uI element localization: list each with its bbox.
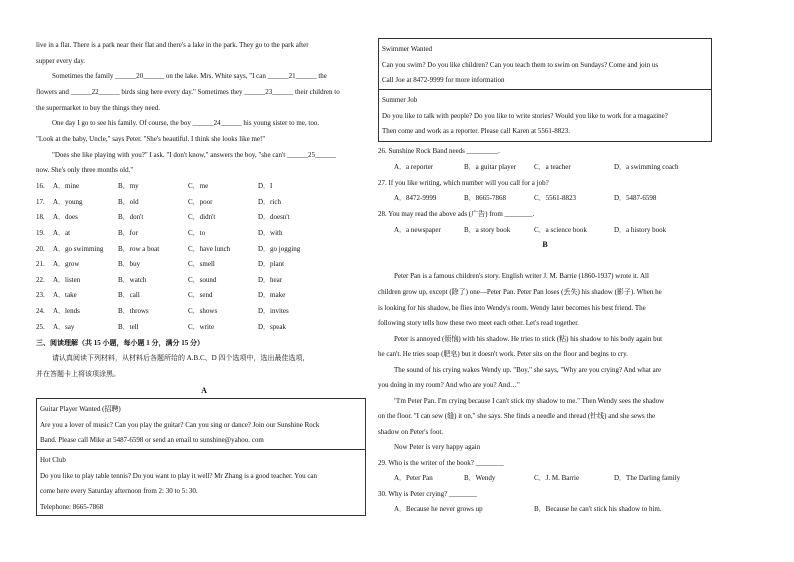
ad-text: Then come and work as a reporter. Please call Karen at 5561-8823.: [382, 127, 570, 135]
passage-b-line: Peter is annoyed (烦恼) with his shadow. He tries to stick (粘) his shadow to his body again but: [394, 335, 663, 343]
ad-text: come here every Saturday afternoon from 2: 30 to 5: 30.: [40, 487, 198, 495]
ad-summer-job: [378, 90, 712, 142]
question-29: 29. Who is the writer of the book? ________: [378, 459, 504, 467]
part-label-b: B: [542, 240, 548, 249]
ad-text: Telephone: 8665-7868: [40, 503, 104, 511]
ad-guitar-player: [36, 398, 366, 450]
question-28: 28. You may read the above ads (广告) from ________.: [378, 210, 535, 218]
question-27: 27. If you like writing, which number will you call for a job?: [378, 179, 549, 187]
passage-line: supper every day.: [36, 57, 86, 65]
passage-b-line: Peter Pan is a famous children's story. English writer J. M. Barrie (1860-1937) wrote it. All: [394, 272, 649, 280]
ad-title: Hot Club: [40, 456, 66, 464]
passage-b-line: "I'm Peter Pan. I'm crying because I can't stick my shadow to me." Then Wendy sees the shadow: [394, 397, 665, 405]
passage-line: the supermarket to buy the things they need.: [36, 104, 161, 112]
passage-b-line: on the floor. "I can sew (缝) it on," she says. She finds a needle and thread (针线) and she sews the: [378, 412, 656, 420]
ad-text: Band. Please call Mike at 5487-6598 or send an email to sunshine@yahoo. com: [40, 436, 264, 444]
right-column: Swimmer Wanted Can you swim? Do you like children? Can you teach them to swim on Sundays? Come and join us Call Joe at 8472-9999 for more information Summer Job Do you like to talk with people? Do you like to write stories? Would you like to work for a magazine? Then come and work as a reporter. Please call Karen at 5561-8823. 26. Sunshine Rock Band needs _________. A．a reporter B．a guitar player C．a teacher D．a swimming coach 27. If you like writing, which number will you call for a job? A．8472-9999 B．8665-7868 C．5561-8823 D．5487-6598 28. You may read the above ads (广告) from ________. A．a newspaper B．a story book C．a science book D．a history book B Peter Pan is a famous children's story. English writer J. M. Barrie (1860-1937) wrote it. All children grow up, except (除了) one—Peter Pan. Peter Pan loses (丢失) his shadow (影子). When he is looking for his shadow, he flies into Wendy's room. Wendy later becomes his best friend. The following story tells how these two meet each other. Let's read together. Peter is annoyed (烦恼) with his shadow. He tries to stick (粘) his shadow to his body again but he can't. He tries soap (肥皂) but it doesn't work. Peter sits on the floor and begins to cry. The sound of his crying wakes Wendy up. "Boy," she says, "Why are you crying? And what are you doing in my room? And who are you? And…" "I'm Peter Pan. I'm crying because I can't stick my shadow to me." Then Wendy sees the shadow on the floor. "I can sew (缝) it on," she says. She finds a needle and thread (针线) and she sews the shadow on Peter's foot. Now Peter is very happy again 29. Who is the writer of the book? ________ A．Peter Pan B．Wendy C．J. M. Barrie D．The Darling family 30. Why is Peter crying? ________ A．Because he never grows up B．Because he can't stick his shadow to him.: [378, 0, 712, 562]
part-label-a: A: [201, 386, 207, 395]
ad-title: Summer Job: [382, 96, 418, 104]
passage-line: Sometimes the family ______20______ on the lake. Mrs. White says, "I can ______21______ the: [52, 72, 327, 80]
passage-b-line: shadow on Peter's foot.: [378, 428, 444, 436]
passage-line: flowers and ______22______ birds sing here every day." Sometimes they ______23______ their children to: [36, 88, 340, 96]
passage-b-line: you doing in my room? And who are you? And…": [378, 381, 520, 389]
passage-line: "Look at the baby, Uncle," says Peter. "She's beautiful. I think she looks like me!": [36, 135, 266, 143]
question-26: 26. Sunshine Rock Band needs _________.: [378, 147, 500, 155]
passage-b-line: Now Peter is very happy again: [394, 443, 481, 451]
section-title: 三、阅读理解（共 15 小题，每小题 1 分，满分 15 分）: [36, 339, 204, 347]
passage-line: "Does she like playing with you?" I ask. "I don't know," answers the boy, "she can't ______25______: [52, 151, 336, 159]
ad-text: Are you a lover of music? Can you play the guitar? Can you sing or dance? Join our Sunshine Rock: [40, 421, 320, 429]
ad-text: Do you like to talk with people? Do you like to write stories? Would you like to work for a magazine?: [382, 112, 668, 120]
passage-line: live in a flat. There is a park near their flat and there's a lake in the park. They go to the park after: [36, 41, 309, 49]
passage-b-line: is looking for his shadow, he flies into Wendy's room. Wendy later becomes his best friend. The: [378, 304, 646, 312]
ad-title: Guitar Player Wanted (招聘): [40, 405, 121, 413]
passage-b-line: The sound of his crying wakes Wendy up. "Boy," she says, "Why are you crying? And what are: [394, 366, 662, 374]
ad-title: Swimmer Wanted: [382, 45, 433, 53]
passage-line: One day I go to see his family. Of course, the boy ______24______ his young sister to me, too.: [52, 119, 320, 127]
passage-line: now. She's only three months old.": [36, 166, 134, 174]
ad-text: Can you swim? Do you like children? Can you teach them to swim on Sundays? Come and join us: [382, 61, 659, 69]
section-instruction: 并在答题卡上将该项涂黑。: [36, 370, 120, 378]
section-instruction: 请认真阅读下列材料，从材料后各题所给的 A.B.C、D 四个选项中，选出最佳选项，: [52, 354, 310, 362]
passage-b-line: he can't. He tries soap (肥皂) but it doesn't work. Peter sits on the floor and begins to cry.: [378, 350, 628, 358]
question-30: 30. Why is Peter crying? ________: [378, 490, 478, 498]
passage-b-line: children grow up, except (除了) one—Peter Pan. Peter Pan loses (丢失) his shadow (影子). When he: [378, 288, 662, 296]
ad-swimmer-wanted: [378, 38, 712, 90]
left-column: live in a flat. There is a park near their flat and there's a lake in the park. They go to the park after supper every day. Sometimes the family ______20______ on the lake. Mrs. White says, "I can ______21______ the flowers and ______22______ birds sing here every day." Sometimes they ______23______ their children to the supermarket to buy the things they need. One day I go to see his family. Of course, the boy ______24______ his young sister to me, too. "Look at the baby, Uncle," says Peter. "She's beautiful. I think she looks like me!" "Does she like playing with you?" I ask. "I don't know," answers the boy, "she can't ______25______ now. She's only three months old." 16. A．mine B．my C．me D．I 17. A．young B．old C．poor D．rich 18. A．does B．don't C．didn't D．doesn't 19. A．at B．for C．to D．with 20. A．go swimming B．row a boat C．have lunch D．go jogging 21. A．grow B．buy C．smell D．plant 22. A．listen B．watch C．sound D．hear 23. A．take B．call C．send D．make 24. A．lends B．throws C．shows D．invites 25. A．say B．tell C．write D．speak 三、阅读理解（共 15 小题，每小题 1 分，满分 15 分） 请认真阅读下列材料，从材料后各题所给的 A.B.C、D 四个选项中，选出最佳选项， 并在答题卡上将该项涂黑。 A Guitar Player Wanted (招聘) Are you a lover of music? Can you play the guitar? Can you sing or dance? Join our Sunshine Rock Band. Please call Mike at 5487-6598 or send an email to sunshine@yahoo. com Hot Club Do you like to play table tennis? Do you want to play it well? Mr Zhang is a good teacher. You can come here every Saturday afternoon from 2: 30 to 5: 30. Telephone: 8665-7868: [36, 0, 372, 562]
passage-b-line: following story tells how these two meet each other. Let's read together.: [378, 319, 579, 327]
ad-text: Call Joe at 8472-9999 for more information: [382, 76, 505, 84]
ad-hot-club: [36, 450, 366, 516]
ad-text: Do you like to play table tennis? Do you want to play it well? Mr Zhang is a good teacher. You can: [40, 472, 318, 480]
